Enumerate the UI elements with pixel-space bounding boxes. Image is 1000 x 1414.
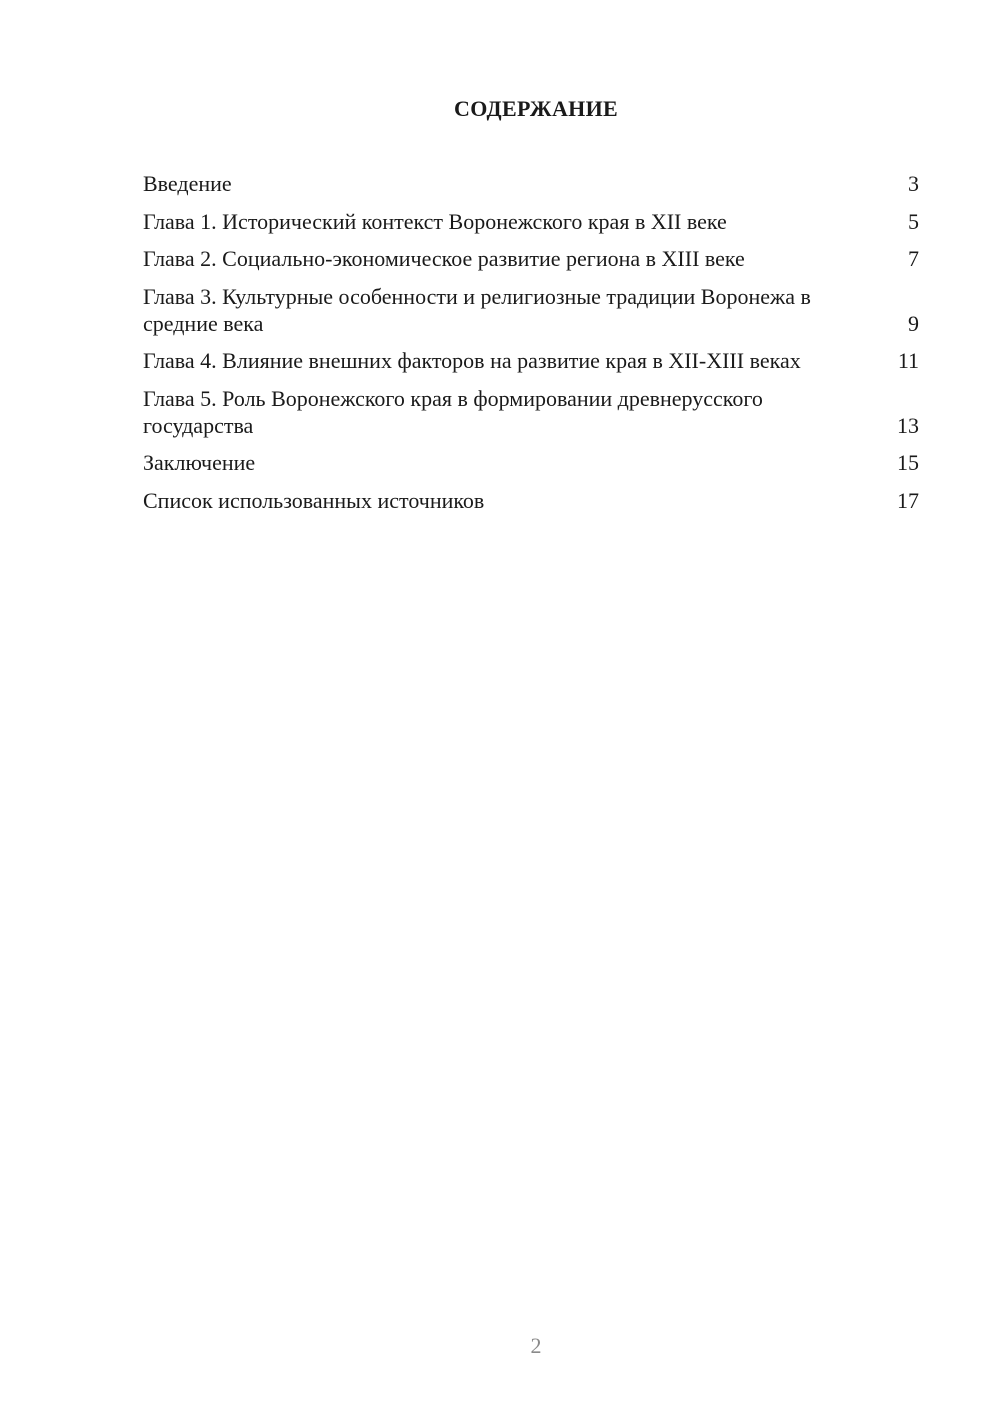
toc-entry-page: 17: [897, 487, 919, 513]
toc-entry-chapter-2[interactable]: [143, 245, 919, 272]
toc-entry-chapter-5[interactable]: [143, 385, 919, 439]
toc-entry-chapter-1[interactable]: [143, 208, 919, 235]
toc-entry-page: 11: [897, 348, 919, 373]
toc-entry-page: 15: [897, 450, 919, 475]
toc-entry-page: 5: [908, 208, 919, 234]
toc-entry-title: Глава 1. Исторический контекст Воронежского края в XII веке: [143, 208, 727, 234]
toc-entry-chapter-3[interactable]: [143, 283, 919, 337]
toc-entry-title: Глава 2. Социально-экономическое развитие региона в XIII веке: [143, 246, 745, 271]
toc-entry-title: Глава 5. Роль Воронежского края в формировании древнерусского государства: [143, 385, 763, 438]
toc-entry-introduction[interactable]: [143, 170, 919, 197]
toc-entry-title: Введение: [143, 171, 232, 196]
toc-entry-references[interactable]: [143, 487, 919, 514]
page-number: 2: [530, 1333, 542, 1358]
table-of-contents: [143, 170, 919, 524]
toc-entry-page: 9: [908, 310, 919, 336]
toc-entry-title: Глава 4. Влияние внешних факторов на развитие края в XII-XIII веках: [143, 348, 801, 373]
toc-entry-page: 7: [908, 246, 919, 271]
toc-entry-title: Список использованных источников: [143, 487, 485, 513]
toc-entry-page: 3: [908, 171, 919, 196]
toc-entry-chapter-4[interactable]: [143, 347, 919, 374]
toc-entry-conclusion[interactable]: [143, 449, 919, 476]
toc-entry-title: Заключение: [143, 450, 256, 475]
toc-entry-title: Глава 3. Культурные особенности и религиозные традиции Воронежа в средние века: [143, 283, 811, 336]
toc-entry-page: 13: [897, 412, 919, 438]
toc-heading: СОДЕРЖАНИЕ: [454, 96, 618, 121]
